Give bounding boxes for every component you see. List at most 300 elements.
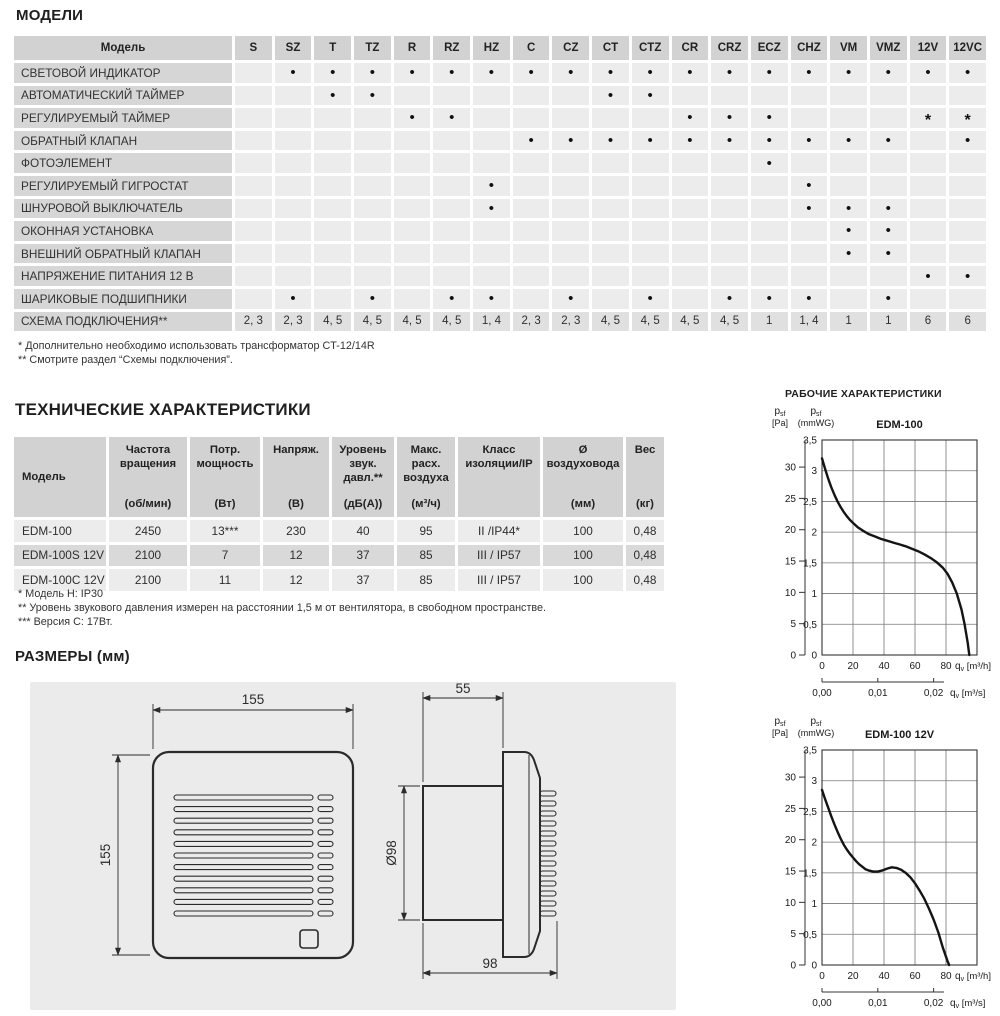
louver-slat-end (318, 865, 333, 870)
tech-model-name: EDM-100 (14, 520, 106, 542)
feature-cell: • (870, 199, 907, 219)
tech-col-header (109, 437, 187, 517)
feature-cell: 4, 5 (592, 312, 629, 332)
feature-cell: 1, 4 (473, 312, 510, 332)
feature-cell (870, 86, 907, 106)
feature-cell (830, 176, 867, 196)
feature-cell (672, 199, 709, 219)
tech-col-header (14, 437, 106, 517)
louver-slat (174, 888, 313, 893)
feature-cell (910, 86, 947, 106)
ytick-mmwg: 2,5 (803, 496, 817, 508)
feature-cell (552, 199, 589, 219)
tech-header-unit: (мм) (570, 497, 596, 510)
rear-fin (540, 821, 556, 826)
xtick-m3s: 0,02 (923, 998, 944, 1009)
models-col-header: Модель (14, 36, 232, 60)
rear-fin (540, 811, 556, 816)
feature-cell (910, 153, 947, 173)
louver-slat-end (318, 888, 333, 893)
feature-row-label: ОБРАТНЫЙ КЛАПАН (14, 131, 232, 151)
feature-cell: • (354, 289, 391, 309)
dimension-labels (98, 681, 498, 971)
models-col-header: C (513, 36, 550, 60)
xtick-m3s: 0,01 (868, 998, 888, 1009)
tech-header-title: Напряж. (273, 444, 319, 456)
feature-cell (672, 176, 709, 196)
feature-cell (433, 244, 470, 264)
xtick-m3h: 0 (819, 661, 825, 672)
feature-cell (513, 153, 550, 173)
feature-cell (711, 266, 748, 286)
feature-cell (632, 108, 669, 128)
tech-value-cell: III / IP57 (458, 569, 540, 591)
plot-border (822, 440, 977, 655)
feature-cell: 1 (751, 312, 788, 332)
rear-fin (540, 881, 556, 886)
feature-cell (473, 244, 510, 264)
feature-cell (354, 176, 391, 196)
ytick-pa: 5 (790, 619, 796, 631)
feature-cell: • (632, 63, 669, 83)
feature-cell: • (433, 289, 470, 309)
feature-cell: • (473, 176, 510, 196)
feature-cell (314, 176, 351, 196)
feature-cell (791, 108, 828, 128)
feature-cell (275, 221, 312, 241)
feature-cell: * (949, 108, 986, 128)
feature-row-label: РЕГУЛИРУЕМЫЙ ГИГРОСТАТ (14, 176, 232, 196)
tech-header-title: Модель (22, 470, 66, 483)
xtick-m3s: 0,00 (812, 998, 832, 1009)
y-axis-symbol-mmwg: $p_{sf}$ (810, 406, 822, 418)
feature-cell (235, 289, 272, 309)
feature-cell: • (949, 131, 986, 151)
xtick-m3s: 0,00 (812, 688, 832, 699)
feature-cell (751, 199, 788, 219)
chart-title: EDM-100 12V (864, 729, 935, 741)
feature-cell: • (275, 63, 312, 83)
feature-cell: • (751, 289, 788, 309)
feature-cell (394, 221, 431, 241)
feature-cell (473, 108, 510, 128)
feature-cell: • (830, 221, 867, 241)
feature-cell: • (791, 131, 828, 151)
louver-slat-end (318, 807, 333, 812)
tech-col-header (458, 437, 540, 517)
feature-cell (830, 289, 867, 309)
feature-cell (275, 108, 312, 128)
grille-louvers-group (174, 795, 333, 916)
feature-cell: • (672, 131, 709, 151)
feature-cell: • (354, 86, 391, 106)
feature-cell: • (394, 108, 431, 128)
feature-cell: • (275, 289, 312, 309)
feature-cell (235, 221, 272, 241)
feature-cell: 6 (949, 312, 986, 332)
tech-value-cell: 100 (543, 569, 623, 591)
louver-slat-end (318, 876, 333, 881)
feature-cell: • (513, 131, 550, 151)
feature-cell (394, 199, 431, 219)
feature-cell: • (314, 86, 351, 106)
feature-cell (394, 131, 431, 151)
feature-cell (314, 289, 351, 309)
feature-cell (433, 153, 470, 173)
feature-cell (632, 176, 669, 196)
feature-cell (552, 86, 589, 106)
footnote-line: ** Смотрите раздел “Схемы подключения”. (18, 353, 233, 366)
ytick-mmwg: 0 (811, 960, 817, 972)
feature-cell: • (552, 131, 589, 151)
tech-value-cell: 13*** (190, 520, 260, 542)
feature-cell: • (394, 63, 431, 83)
tech-header-unit: (м³/ч) (411, 497, 441, 510)
rear-fin (540, 841, 556, 846)
feature-cell (513, 108, 550, 128)
feature-cell (949, 153, 986, 173)
feature-cell (235, 266, 272, 286)
feature-row-label: АВТОМАТИЧЕСКИЙ ТАЙМЕР (14, 86, 232, 106)
tech-value-cell: III / IP57 (458, 545, 540, 567)
tech-col-header (543, 437, 623, 517)
feature-cell (910, 289, 947, 309)
feature-cell (552, 108, 589, 128)
feature-cell (791, 86, 828, 106)
xtick-m3h: 40 (878, 661, 890, 672)
feature-cell (552, 176, 589, 196)
rear-fin (540, 911, 556, 916)
feature-cell: • (592, 86, 629, 106)
feature-cell: • (751, 108, 788, 128)
tech-header-title: Вес (634, 444, 656, 456)
feature-cell: • (910, 63, 947, 83)
feature-cell: 4, 5 (711, 312, 748, 332)
louver-slat (174, 876, 313, 881)
feature-cell (394, 176, 431, 196)
dim-duct-length: 55 (455, 681, 471, 696)
ytick-pa: 20 (784, 525, 796, 537)
feature-cell (830, 266, 867, 286)
charts-heading: РАБОЧИЕ ХАРАКТЕРИСТИКИ (785, 388, 942, 400)
louver-slat (174, 865, 313, 870)
y-axis-unit-mmwg: (mmWG) (797, 418, 835, 428)
louver-slat (174, 911, 313, 916)
louver-slat (174, 841, 313, 846)
ytick-mmwg: 1,5 (803, 868, 817, 880)
performance-chart-edm100 (758, 400, 1000, 700)
feature-cell (552, 153, 589, 173)
ytick-mmwg: 0,5 (803, 619, 817, 631)
rear-fin (540, 791, 556, 796)
feature-cell: • (870, 63, 907, 83)
tech-model-name: EDM-100C 12V (14, 569, 106, 591)
feature-cell: • (751, 153, 788, 173)
tech-col-header (190, 437, 260, 517)
feature-cell: • (910, 266, 947, 286)
feature-cell: • (870, 244, 907, 264)
feature-cell (235, 199, 272, 219)
dimension-lines (112, 692, 557, 979)
footnote-line: * Модель H: IP30 (18, 588, 103, 600)
ytick-pa: 15 (784, 866, 796, 878)
y-axis-symbol-mmwg: $p_{sf}$ (810, 716, 822, 728)
feature-cell: • (870, 221, 907, 241)
tech-header-title: Ø воздуховода (546, 444, 620, 471)
louver-slat-end (318, 795, 333, 800)
feature-cell (394, 153, 431, 173)
feature-cell (632, 221, 669, 241)
feature-cell (672, 221, 709, 241)
feature-cell: 4, 5 (433, 312, 470, 332)
feature-cell: • (791, 176, 828, 196)
feature-cell (949, 221, 986, 241)
feature-cell (314, 199, 351, 219)
feature-cell (235, 86, 272, 106)
feature-cell: • (592, 131, 629, 151)
louver-slat (174, 795, 313, 800)
xtick-m3h: 20 (847, 971, 859, 982)
feature-cell: • (473, 63, 510, 83)
ytick-mmwg: 1 (811, 589, 817, 601)
ytick-mmwg: 0,5 (803, 929, 817, 941)
ytick-mmwg: 3,5 (803, 745, 817, 757)
feature-cell: • (830, 63, 867, 83)
feature-cell (910, 199, 947, 219)
feature-cell (394, 244, 431, 264)
models-col-header: CT (592, 36, 629, 60)
dim-front-height: 155 (98, 843, 113, 867)
feature-row-label: ВНЕШНИЙ ОБРАТНЫЙ КЛАПАН (14, 244, 232, 264)
tech-value-cell: 230 (263, 520, 329, 542)
feature-cell (949, 244, 986, 264)
feature-cell (711, 153, 748, 173)
y-axis-symbol-pa: $p_{sf}$ (774, 716, 786, 728)
feature-cell (632, 266, 669, 286)
louver-slat-end (318, 853, 333, 858)
feature-cell: • (830, 244, 867, 264)
ytick-pa: 0 (790, 650, 796, 662)
dim-front-width: 155 (241, 692, 265, 707)
rear-fin (540, 871, 556, 876)
feature-cell: • (314, 63, 351, 83)
feature-cell (592, 266, 629, 286)
x-axis-label-m3h: $q_v$ [m³/h] (955, 661, 991, 673)
xtick-m3s: 0,01 (868, 688, 888, 699)
duct-tube (423, 786, 503, 920)
xtick-m3h: 60 (909, 971, 921, 982)
feature-cell (275, 153, 312, 173)
performance-curve (822, 790, 949, 965)
feature-cell: • (711, 289, 748, 309)
feature-cell (949, 176, 986, 196)
tech-header-title: Класс изоляции/IP (465, 444, 533, 471)
feature-cell (552, 266, 589, 286)
feature-cell (473, 266, 510, 286)
footnote-line: *** Версия С: 17Вт. (18, 615, 113, 628)
feature-cell (235, 244, 272, 264)
dimensions-panel (30, 682, 676, 1010)
tech-value-cell: 37 (332, 569, 394, 591)
feature-row-label: СВЕТОВОЙ ИНДИКАТОР (14, 63, 232, 83)
feature-cell (870, 108, 907, 128)
feature-cell (791, 266, 828, 286)
side-view (423, 752, 556, 957)
front-view (153, 752, 353, 958)
models-col-header: VM (830, 36, 867, 60)
feature-cell (314, 108, 351, 128)
feature-cell (592, 199, 629, 219)
feature-cell: • (672, 108, 709, 128)
tech-value-cell: 0,48 (626, 545, 664, 567)
feature-cell (672, 153, 709, 173)
feature-cell (632, 153, 669, 173)
feature-cell (275, 266, 312, 286)
feature-cell (513, 289, 550, 309)
ytick-pa: 5 (790, 929, 796, 941)
feature-cell (910, 131, 947, 151)
footnote-line: ** Уровень звукового давления измерен на расстоянии 1,5 м от вентилятора, в свободном пространстве. (18, 601, 547, 614)
feature-cell (314, 131, 351, 151)
feature-cell (473, 131, 510, 151)
xtick-m3h: 20 (847, 661, 859, 672)
feature-cell (711, 199, 748, 219)
ytick-mmwg: 0 (811, 650, 817, 662)
feature-cell (433, 199, 470, 219)
feature-cell (314, 244, 351, 264)
rear-fin (540, 901, 556, 906)
ytick-pa: 10 (784, 587, 796, 599)
tech-header-unit: (кг) (636, 497, 654, 510)
feature-cell (830, 86, 867, 106)
feature-cell (751, 221, 788, 241)
tech-value-cell: 12 (263, 569, 329, 591)
feature-cell: • (791, 289, 828, 309)
feature-cell (354, 108, 391, 128)
models-footnotes (18, 340, 375, 368)
models-col-header: ECZ (751, 36, 788, 60)
feature-cell: 4, 5 (314, 312, 351, 332)
feature-row-label: СХЕМА ПОДКЛЮЧЕНИЯ** (14, 312, 232, 332)
x-axis-label-m3s: $q_v$ [m³/s] (950, 998, 986, 1010)
feature-cell (870, 153, 907, 173)
feature-cell (711, 86, 748, 106)
models-col-header: 12V (910, 36, 947, 60)
feature-cell (592, 176, 629, 196)
feature-cell (354, 153, 391, 173)
xtick-m3h: 80 (940, 661, 952, 672)
feature-cell (275, 131, 312, 151)
feature-cell (870, 176, 907, 196)
feature-cell (433, 131, 470, 151)
feature-cell (513, 176, 550, 196)
feature-cell (751, 244, 788, 264)
dimensions-drawing (30, 682, 676, 1010)
feature-cell (513, 199, 550, 219)
feature-cell: • (552, 289, 589, 309)
feature-cell (949, 289, 986, 309)
fan-side-body (503, 752, 540, 957)
feature-cell: • (870, 289, 907, 309)
feature-cell (235, 153, 272, 173)
feature-cell (513, 221, 550, 241)
rear-fin (540, 831, 556, 836)
feature-cell (830, 153, 867, 173)
feature-row-label: ШАРИКОВЫЕ ПОДШИПНИКИ (14, 289, 232, 309)
tech-col-header (332, 437, 394, 517)
feature-row-label: РЕГУЛИРУЕМЫЙ ТАЙМЕР (14, 108, 232, 128)
feature-row-label: ШНУРОВОЙ ВЫКЛЮЧАТЕЛЬ (14, 199, 232, 219)
louver-slat (174, 818, 313, 823)
feature-cell: 2, 3 (513, 312, 550, 332)
models-heading: МОДЕЛИ (16, 7, 84, 24)
rear-fin (540, 801, 556, 806)
tech-value-cell: 100 (543, 520, 623, 542)
feature-cell: • (711, 108, 748, 128)
tech-value-cell: 12 (263, 545, 329, 567)
tech-value-cell: 11 (190, 569, 260, 591)
models-col-header: 12VC (949, 36, 986, 60)
feature-cell (632, 244, 669, 264)
feature-cell (592, 244, 629, 264)
feature-cell (870, 266, 907, 286)
y-axis-symbol-pa: $p_{sf}$ (774, 406, 786, 418)
feature-cell (592, 289, 629, 309)
feature-cell (711, 244, 748, 264)
feature-cell (751, 86, 788, 106)
xtick-m3h: 40 (878, 971, 890, 982)
feature-cell: 2, 3 (275, 312, 312, 332)
feature-cell (751, 176, 788, 196)
tech-header-unit: (В) (288, 497, 304, 510)
feature-cell (235, 63, 272, 83)
models-col-header: TZ (354, 36, 391, 60)
feature-cell: 2, 3 (552, 312, 589, 332)
tech-value-cell: 40 (332, 520, 394, 542)
feature-cell: • (632, 131, 669, 151)
indicator-window (300, 930, 318, 948)
feature-cell: • (791, 63, 828, 83)
feature-cell (354, 266, 391, 286)
feature-cell (354, 199, 391, 219)
feature-cell (672, 86, 709, 106)
feature-cell (672, 289, 709, 309)
ytick-pa: 30 (784, 462, 796, 474)
feature-cell: • (354, 63, 391, 83)
feature-cell (433, 266, 470, 286)
performance-chart-edm100-12v (758, 710, 1000, 1010)
feature-cell (672, 266, 709, 286)
ytick-mmwg: 2,5 (803, 806, 817, 818)
feature-cell: • (711, 63, 748, 83)
y-axis-unit-pa: [Pa] (771, 728, 789, 738)
models-col-header: CR (672, 36, 709, 60)
models-col-header: CHZ (791, 36, 828, 60)
feature-cell (751, 266, 788, 286)
tech-value-cell: II /IP44* (458, 520, 540, 542)
feature-cell: • (513, 63, 550, 83)
x-axis-label-m3h: $q_v$ [m³/h] (955, 971, 991, 983)
tech-value-cell: 7 (190, 545, 260, 567)
feature-cell: • (870, 131, 907, 151)
feature-cell: • (949, 63, 986, 83)
ytick-pa: 0 (790, 960, 796, 972)
feature-cell (949, 86, 986, 106)
louver-slat (174, 899, 313, 904)
xtick-m3h: 60 (909, 661, 921, 672)
feature-cell: • (791, 199, 828, 219)
feature-cell (711, 221, 748, 241)
